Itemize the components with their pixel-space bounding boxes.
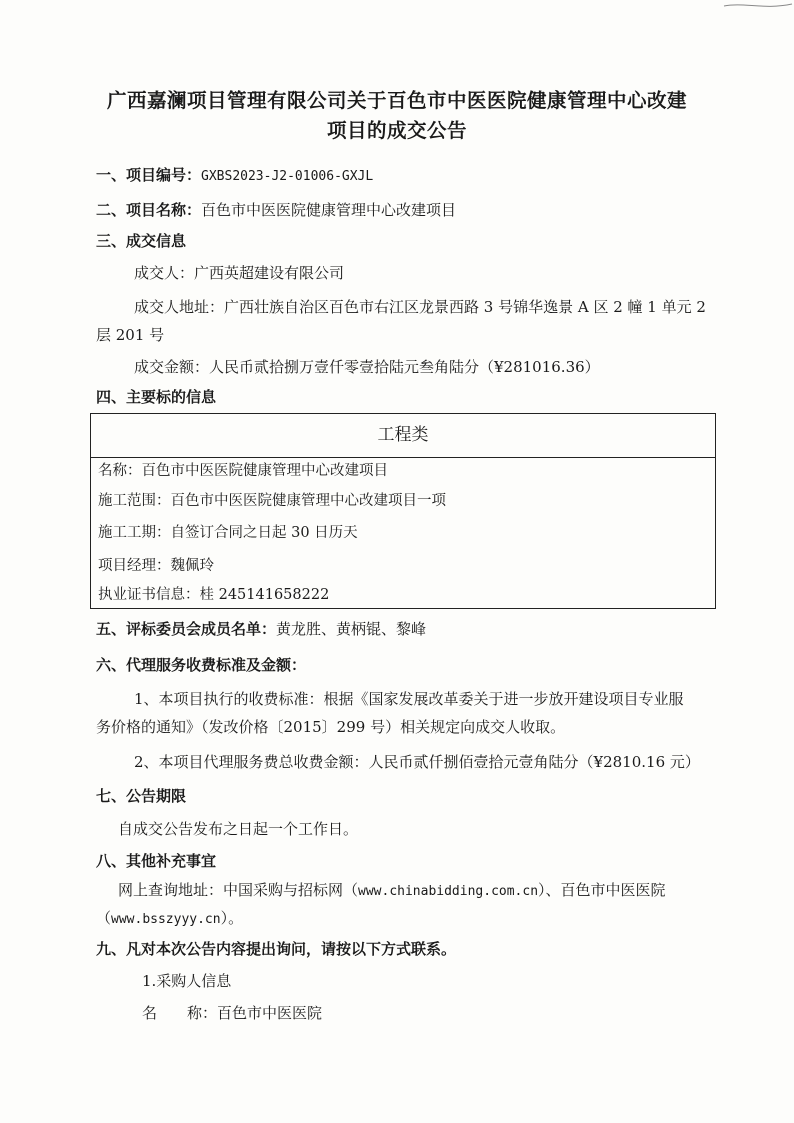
purchaser-name bbox=[142, 1002, 772, 1024]
fee-item-1-line-1: 1、本项目执行的收费标准：根据《国家发展改革委关于进一步放开建设项目专业服 bbox=[134, 690, 684, 708]
page-title bbox=[60, 86, 734, 146]
paren-open: （ bbox=[96, 909, 112, 927]
query-address-line-2 bbox=[96, 907, 726, 931]
chinabidding-link[interactable]: www.chinabidding.com.cn bbox=[358, 884, 539, 899]
query-address-line-1 bbox=[118, 879, 748, 903]
purchaser-info-subheading: 1.采购人信息 bbox=[142, 972, 232, 990]
hospital-site-link[interactable]: www.bsszyyy.cn bbox=[111, 912, 221, 927]
section-fee-heading: 六、代理服务收费标准及金额： bbox=[96, 656, 307, 674]
project-number-label: 一、项目编号： bbox=[96, 166, 202, 184]
section-notice-period-heading: 七、公告期限 bbox=[96, 787, 187, 805]
project-name-value: 百色市中医医院健康管理中心改建项目 bbox=[201, 201, 457, 219]
section-deal-info-heading: 三、成交信息 bbox=[96, 232, 187, 250]
project-number-value: GXBS2023-J2-01006-GXJL bbox=[201, 169, 374, 184]
winner-address-line-1: 成交人地址：广西壮族自治区百色市右江区龙景西路 3 号锦华逸景 A 区 2 幢 1 单元 2 bbox=[134, 298, 706, 316]
winner-address-line-2: 层 201 号 bbox=[96, 326, 165, 344]
query-address-prefix: 网上查询地址：中国采购与招标网（ bbox=[118, 881, 359, 899]
winner-name: 成交人：广西英超建设有限公司 bbox=[134, 264, 345, 282]
project-name-label: 二、项目名称： bbox=[96, 201, 202, 219]
section-contact-heading: 九、凡对本次公告内容提出询问，请按以下方式联系。 bbox=[96, 940, 457, 958]
fee-item-2: 2、本项目代理服务费总收费金额：人民币贰仟捌佰壹拾元壹角陆分（¥2810.16 元） bbox=[134, 753, 700, 771]
notice-period-text: 自成交公告发布之日起一个工作日。 bbox=[118, 820, 359, 838]
table-row: 施工工期：自签订合同之日起 30 日历天 bbox=[98, 525, 358, 541]
section-subject-heading: 四、主要标的信息 bbox=[96, 388, 217, 406]
purchaser-name-value: 百色市中医医院 bbox=[217, 1004, 323, 1022]
table-row: 施工范围：百色市中医医院健康管理中心改建项目一项 bbox=[98, 493, 446, 509]
table-header: 工程类 bbox=[91, 414, 715, 458]
query-address-suffix: ）、百色市中医医院 bbox=[538, 881, 666, 899]
committee-members bbox=[96, 618, 726, 640]
paren-close: ）。 bbox=[220, 909, 244, 927]
table-row: 名称：百色市中医医院健康管理中心改建项目 bbox=[98, 463, 388, 479]
title-line-2: 项目的成交公告 bbox=[326, 119, 467, 142]
table-row: 执业证书信息：桂 245141658222 bbox=[98, 587, 330, 603]
project-number bbox=[96, 164, 726, 188]
deal-amount: 成交金额：人民币贰拾捌万壹仟零壹拾陆元叁角陆分（¥281016.36） bbox=[134, 358, 600, 376]
table-row: 项目经理：魏佩玲 bbox=[98, 558, 214, 574]
purchaser-name-label: 名 称： bbox=[142, 1004, 218, 1022]
fee-item-1-line-2: 务价格的通知》（发改价格〔2015〕299 号）相关规定向成交人收取。 bbox=[96, 718, 566, 736]
subject-info-table bbox=[90, 413, 716, 609]
corner-pen-mark bbox=[684, 0, 794, 14]
committee-members-label: 五、评标委员会成员名单： bbox=[96, 620, 277, 638]
section-supplement-heading: 八、其他补充事宜 bbox=[96, 852, 217, 870]
committee-members-value: 黄龙胜、黄柄锟、黎峰 bbox=[276, 620, 427, 638]
title-line-1: 广西嘉澜项目管理有限公司关于百色市中医医院健康管理中心改建 bbox=[106, 89, 687, 112]
project-name bbox=[96, 199, 726, 221]
